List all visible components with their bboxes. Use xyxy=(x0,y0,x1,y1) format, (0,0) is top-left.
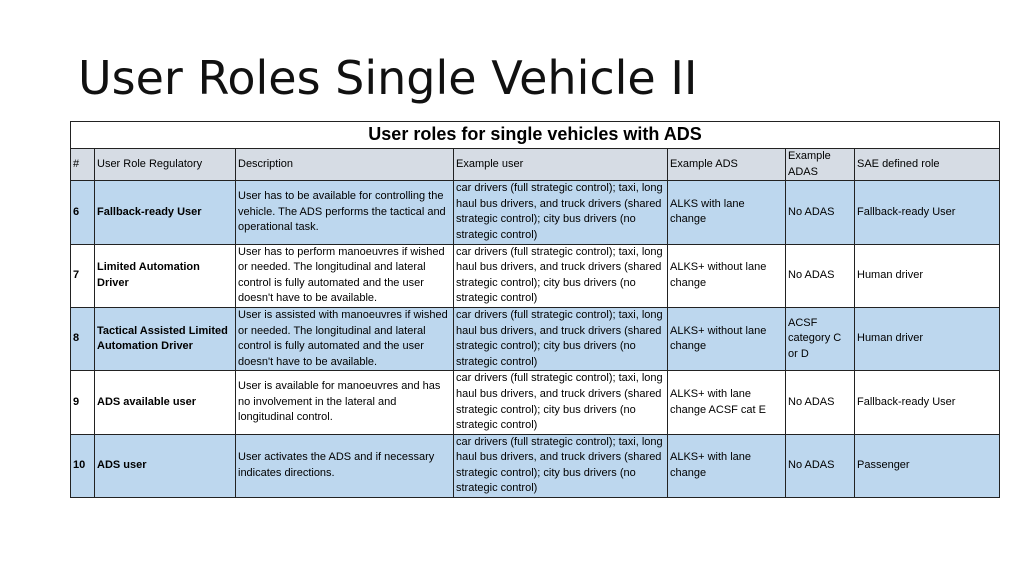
cell-example-ads: ALKS+ without lane change xyxy=(668,244,786,307)
cell-num: 9 xyxy=(71,371,95,434)
cell-sae-role: Human driver xyxy=(855,307,1000,370)
cell-role: ADS user xyxy=(95,434,236,497)
user-roles-table xyxy=(70,121,1000,498)
cell-example-adas: No ADAS xyxy=(786,434,855,497)
table-row xyxy=(71,371,1000,434)
cell-sae-role: Human driver xyxy=(855,244,1000,307)
cell-description: User has to perform manoeuvres if wished or needed. The longitudinal and lateral control is fully automated and the user doesn't have to be available. xyxy=(236,244,454,307)
cell-example-ads: ALKS with lane change xyxy=(668,181,786,244)
cell-example-user: car drivers (full strategic control); taxi, long haul bus drivers, and truck drivers (shared strategic control); city bus drivers (no strategic control) xyxy=(454,434,668,497)
header-sae-role: SAE defined role xyxy=(855,149,1000,181)
cell-role: ADS available user xyxy=(95,371,236,434)
table-row xyxy=(71,181,1000,244)
cell-example-adas: No ADAS xyxy=(786,181,855,244)
cell-example-ads: ALKS+ with lane change ACSF cat E xyxy=(668,371,786,434)
user-roles-table-container xyxy=(70,121,999,498)
cell-role: Tactical Assisted Limited Automation Driver xyxy=(95,307,236,370)
cell-description: User has to be available for controlling the vehicle. The ADS performs the tactical and operational task. xyxy=(236,181,454,244)
cell-sae-role: Fallback-ready User xyxy=(855,181,1000,244)
cell-description: User activates the ADS and if necessary indicates directions. xyxy=(236,434,454,497)
cell-example-user: car drivers (full strategic control); taxi, long haul bus drivers, and truck drivers (shared strategic control); city bus drivers (no strategic control) xyxy=(454,181,668,244)
cell-role: Limited Automation Driver xyxy=(95,244,236,307)
cell-example-adas: No ADAS xyxy=(786,244,855,307)
cell-num: 8 xyxy=(71,307,95,370)
header-description: Description xyxy=(236,149,454,181)
cell-example-user: car drivers (full strategic control); taxi, long haul bus drivers, and truck drivers (shared strategic control); city bus drivers (no strategic control) xyxy=(454,244,668,307)
slide-title: User Roles Single Vehicle II xyxy=(78,51,698,105)
cell-example-ads: ALKS+ with lane change xyxy=(668,434,786,497)
cell-example-adas: No ADAS xyxy=(786,371,855,434)
cell-description: User is available for manoeuvres and has no involvement in the lateral and longitudinal control. xyxy=(236,371,454,434)
header-user-role: User Role Regulatory xyxy=(95,149,236,181)
header-example-user: Example user xyxy=(454,149,668,181)
table-row xyxy=(71,307,1000,370)
cell-example-user: car drivers (full strategic control); taxi, long haul bus drivers, and truck drivers (shared strategic control); city bus drivers (no strategic control) xyxy=(454,371,668,434)
cell-sae-role: Passenger xyxy=(855,434,1000,497)
cell-description: User is assisted with manoeuvres if wished or needed. The longitudinal and lateral control is fully automated and the user doesn't have to be available. xyxy=(236,307,454,370)
cell-num: 6 xyxy=(71,181,95,244)
header-example-ads: Example ADS xyxy=(668,149,786,181)
cell-example-user: car drivers (full strategic control); taxi, long haul bus drivers, and truck drivers (shared strategic control); city bus drivers (no strategic control) xyxy=(454,307,668,370)
table-caption-row xyxy=(71,122,1000,149)
cell-example-adas: ACSF category C or D xyxy=(786,307,855,370)
table-caption: User roles for single vehicles with ADS xyxy=(71,122,1000,149)
cell-num: 7 xyxy=(71,244,95,307)
table-row xyxy=(71,244,1000,307)
header-example-adas: Example ADAS xyxy=(786,149,855,181)
cell-sae-role: Fallback-ready User xyxy=(855,371,1000,434)
cell-example-ads: ALKS+ without lane change xyxy=(668,307,786,370)
table-header-row xyxy=(71,149,1000,181)
cell-num: 10 xyxy=(71,434,95,497)
header-num: # xyxy=(71,149,95,181)
cell-role: Fallback-ready User xyxy=(95,181,236,244)
table-row xyxy=(71,434,1000,497)
